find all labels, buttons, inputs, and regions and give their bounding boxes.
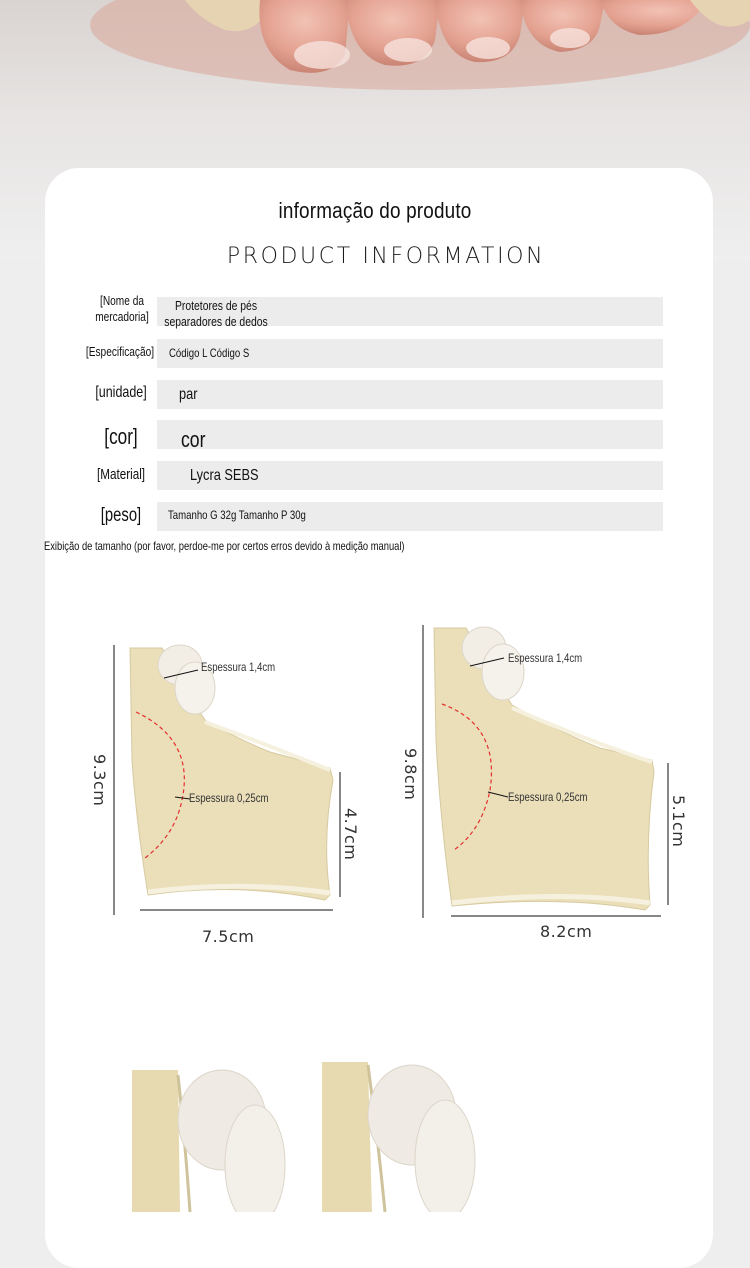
product-left-shape: [130, 645, 333, 900]
spec-label-material: [Material]: [96, 466, 146, 483]
spec-value-specification: Código L Código S: [169, 346, 250, 360]
spec-label-unit: [unidade]: [95, 384, 147, 401]
spec-value-unit: par: [179, 386, 198, 403]
left-fabric-thickness: Espessura 0,25cm: [189, 791, 269, 805]
right-height-label: 9.8cm: [401, 748, 420, 801]
right-side-label: 5.1cm: [669, 795, 688, 848]
title-portuguese: informação do produto: [278, 198, 472, 223]
left-gel-thickness: Espessura 1,4cm: [201, 660, 276, 674]
size-note: Exibição de tamanho (por favor, perdoe-me por certos erros devido à medição manual): [44, 539, 405, 553]
product-right-shape: [434, 627, 654, 910]
right-fabric-thickness: Espessura 0,25cm: [508, 790, 588, 804]
spec-label-specification: [Especificação]: [85, 344, 155, 359]
title-english: PRODUCT INFORMATION: [226, 244, 546, 269]
left-width-label: 7.5cm: [202, 927, 255, 946]
left-height-label: 9.3cm: [90, 754, 109, 807]
spec-value-material: Lycra SEBS: [190, 467, 259, 484]
spec-value-name: Protetores de pés separadores de dedos: [164, 298, 268, 329]
spec-value-color: cor: [181, 427, 206, 452]
closeup-right: [322, 1060, 475, 1212]
right-gel-thickness: Espessura 1,4cm: [508, 651, 583, 665]
spec-value-weight: Tamanho G 32g Tamanho P 30g: [168, 508, 306, 522]
right-width-label: 8.2cm: [540, 922, 593, 941]
spec-label-color: [cor]: [104, 424, 138, 449]
spec-label-weight: [peso]: [100, 505, 142, 526]
closeup-left: [132, 1068, 285, 1212]
spec-label-name: [Nome da mercadoria]: [95, 293, 149, 324]
left-side-label: 4.7cm: [341, 808, 360, 861]
